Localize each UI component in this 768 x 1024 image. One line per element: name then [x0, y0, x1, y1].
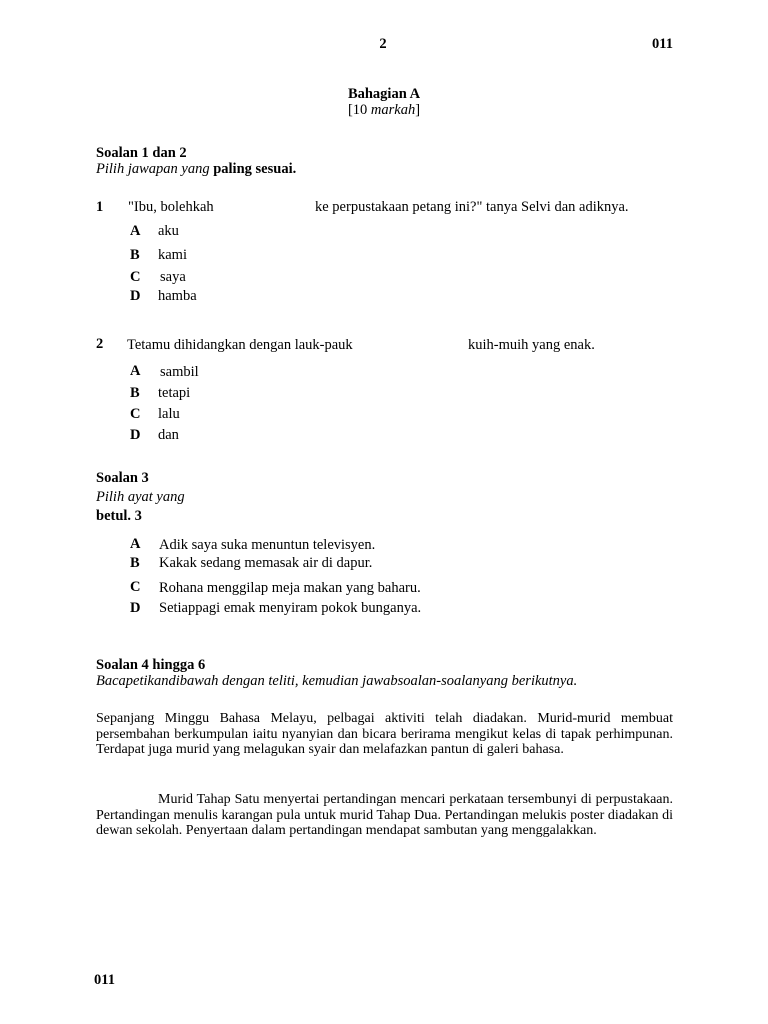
q1-option-a-text: aku: [158, 223, 179, 239]
q1-option-c-text: saya: [160, 269, 186, 285]
paper-code-header: 011: [652, 36, 673, 52]
q1-option-d-letter: D: [130, 288, 141, 304]
instruction-1-bold: paling sesuai.: [213, 161, 297, 177]
q2-option-d-letter: D: [130, 427, 141, 443]
instruction-2-bold: betul. 3: [96, 508, 142, 524]
q3-option-c-letter: C: [130, 579, 141, 595]
q3-option-b-letter: B: [130, 555, 140, 571]
question-2-number: 2: [96, 336, 104, 352]
q3-option-a-text: Adik saya suka menuntun televisyen.: [159, 537, 376, 553]
marks-word: markah: [370, 102, 416, 118]
q3-option-b-text: Kakak sedang memasak air di dapur.: [159, 555, 373, 571]
page-number: 2: [379, 36, 387, 52]
instruction-2-italic: Pilih ayat yang: [96, 489, 185, 505]
q2-option-c-text: lalu: [158, 406, 180, 422]
question-1-stem-part1: "Ibu, bolehkah: [128, 199, 214, 215]
instruction-3-title: Soalan 4 hingga 6: [96, 657, 206, 673]
passage-paragraph-2: Murid Tahap Satu menyertai pertandingan mencari perkataan tersembunyi di perpustakaan. Pertandingan menulis karangan pula untuk murid Tahap Dua. Pertandingan melukis poster diadakan di dewan sekolah. Penyertaan dalam pertandingan mendapat sambutan yang menggalakkan.: [96, 792, 673, 838]
instruction-1-title: Soalan 1 dan 2: [96, 145, 187, 161]
section-title: Bahagian A: [347, 86, 421, 102]
instruction-3-italic: Bacapetikandibawah dengan teliti, kemudian jawabsoalan-soalanyang berikutnya.: [96, 673, 578, 689]
q1-option-c-letter: C: [130, 269, 141, 285]
instruction-1-italic: Pilih jawapan yang: [96, 161, 210, 177]
marks-open: [10: [347, 102, 371, 118]
marks-close: ]: [415, 102, 421, 118]
q2-option-a-text: sambil: [160, 364, 199, 380]
question-1-stem-part2: ke perpustakaan petang ini?" tanya Selvi dan adiknya.: [315, 199, 629, 215]
passage-paragraph-1: Sepanjang Minggu Bahasa Melayu, pelbagai aktiviti telah diadakan. Murid-murid membuat persembahan berkumpulan iaitu nyanyian dan bicara berirama mengikut kelas di tapak perhimpunan. Terdapat juga murid yang melagukan syair dan melafazkan pantun di galeri bahasa.: [96, 711, 673, 757]
q1-option-b-text: kami: [158, 247, 187, 263]
q2-option-b-text: tetapi: [158, 385, 191, 401]
question-2-stem-part2: kuih-muih yang enak.: [468, 337, 595, 353]
q1-option-b-letter: B: [130, 247, 140, 263]
section-marks: [348, 102, 420, 119]
question-2-stem-part1: Tetamu dihidangkan dengan lauk-pauk: [127, 337, 353, 353]
paper-code-footer: 011: [94, 972, 115, 988]
q2-option-d-text: dan: [158, 427, 179, 443]
q3-option-c-text: Rohana menggilap meja makan yang baharu.: [159, 580, 421, 596]
q1-option-a-letter: A: [130, 223, 141, 239]
q2-option-b-letter: B: [130, 385, 140, 401]
q2-option-c-letter: C: [130, 406, 141, 422]
question-1-number: 1: [96, 199, 104, 215]
instruction-2-title: Soalan 3: [96, 470, 149, 486]
q3-option-d-letter: D: [130, 600, 141, 616]
q1-option-d-text: hamba: [158, 288, 197, 304]
q3-option-a-letter: A: [130, 536, 141, 552]
instruction-1-text: [96, 161, 296, 178]
q2-option-a-letter: A: [130, 363, 141, 379]
q3-option-d-text: Setiappagi emak menyiram pokok bunganya.: [159, 600, 422, 616]
